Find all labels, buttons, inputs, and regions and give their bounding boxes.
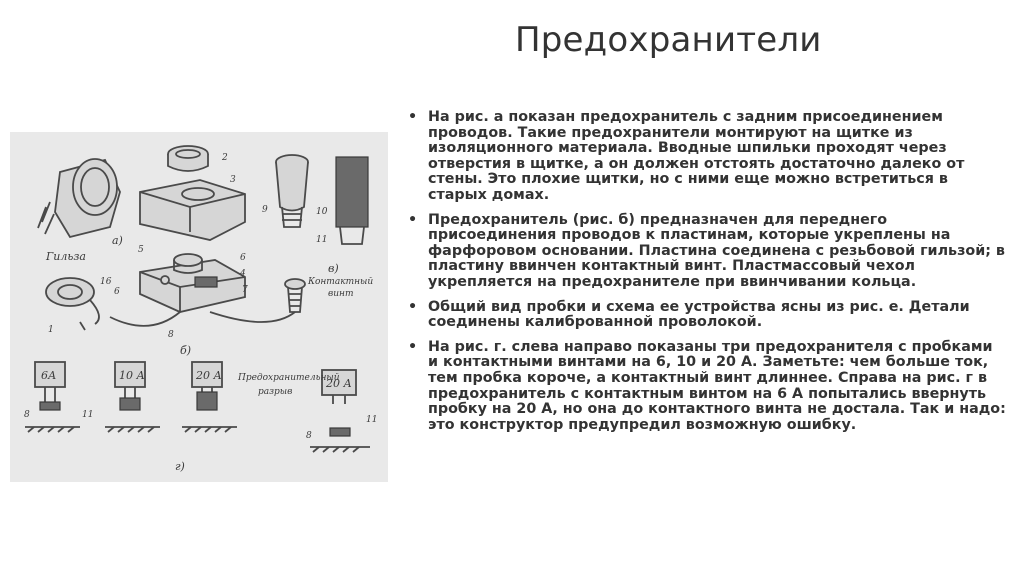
fig-label-gilza: Гильза <box>46 250 86 263</box>
num-3: 3 <box>230 175 236 185</box>
bullet-item <box>406 340 1006 434</box>
bullet-marker: • <box>408 109 418 125</box>
bullet-text: Общий вид пробки и схема ее устройства ясны из рис. е. Детали соединены калиброванной проволокой. <box>428 298 970 331</box>
fig-label-razryv-1: Предохранительный <box>238 373 340 383</box>
fig-label-b: б) <box>180 344 192 357</box>
bullet-marker: • <box>408 298 418 315</box>
num-1: 1 <box>48 325 54 335</box>
plug-label-10a: 10 А <box>119 369 145 382</box>
num-6: 6 <box>240 253 246 263</box>
bullet-marker: • <box>408 338 418 355</box>
fuse-illustration <box>10 132 388 482</box>
num-11b: 11 <box>82 410 94 420</box>
bullet-text: На рис. а показан предохранитель с задним присоединением проводов. Такие предохранители монтируют на щитке из изоляционного материала. Вводные шпильки проходят через отверстия в щитке, а он должен отстоять достаточно далеко от стены. Это плохие щитки, но с ними еще можно встретиться в старых домах. <box>428 109 965 203</box>
fig-a-ring <box>168 146 208 171</box>
plug-label-20a-gap: 20 А <box>326 377 352 390</box>
num-9: 9 <box>262 205 268 215</box>
bullet-text: Предохранитель (рис. б) предназначен для переднего присоединения проводов к пластинам, которые укреплены на фарфоровом основании. Пластина соединена с резьбовой гильзой; в пластину ввинчен контактный винт. Пластмассовый чехол укрепляется на предохранителе при ввинчивании кольца. <box>428 211 1005 290</box>
fig-b-base <box>140 254 245 312</box>
fig-a-base <box>140 180 245 240</box>
fig-v-plug <box>276 155 368 244</box>
fig-label-a: а) <box>112 234 123 247</box>
num-16: 16 <box>100 277 112 287</box>
num-7: 7 <box>242 285 248 295</box>
bullet-item <box>406 213 1006 291</box>
fig-label-kontaktny-2: винт <box>328 289 354 299</box>
fig-label-razryv-2: разрыв <box>258 387 293 397</box>
fig-label-kontaktny-1: Контактный <box>308 277 374 287</box>
num-11c: 11 <box>366 415 378 425</box>
bullet-marker: • <box>408 211 418 228</box>
fig-b-screw <box>285 279 305 312</box>
fig-label-g: г) <box>175 460 185 473</box>
bullet-item <box>406 110 1006 204</box>
fig-a-sleeve <box>38 159 120 237</box>
bullet-list <box>406 110 1006 442</box>
plug-label-6a: 6А <box>41 369 57 382</box>
num-2: 2 <box>222 153 228 163</box>
fig-label-v: в) <box>328 262 339 275</box>
num-8c: 8 <box>306 431 312 441</box>
bullet-text: На рис. г. слева направо показаны три предохранителя с пробками и контактными винтами на 6, 10 и 20 А. Заметьте: чем больше ток, тем пробка короче, а контактный винт длиннее. Справа на рис. г в предохранитель с контактным винтом на 6 А попытались ввернуть пробку на 20 А, но она до контактного винта не достала. Так и надо: это конструктор предупредил возможную ошибку. <box>428 338 1006 433</box>
slide-title: Предохранители <box>515 20 822 60</box>
num-8b: 8 <box>24 410 30 420</box>
fuse-drawing <box>10 132 388 482</box>
bullet-item <box>406 300 1006 331</box>
num-8: 8 <box>168 330 174 340</box>
num-4: 4 <box>240 269 246 279</box>
num-6b: 6 <box>114 287 120 297</box>
num-10: 10 <box>316 207 328 217</box>
num-11: 11 <box>316 235 328 245</box>
num-5: 5 <box>138 245 144 255</box>
plug-label-20a: 20 А <box>196 369 222 382</box>
